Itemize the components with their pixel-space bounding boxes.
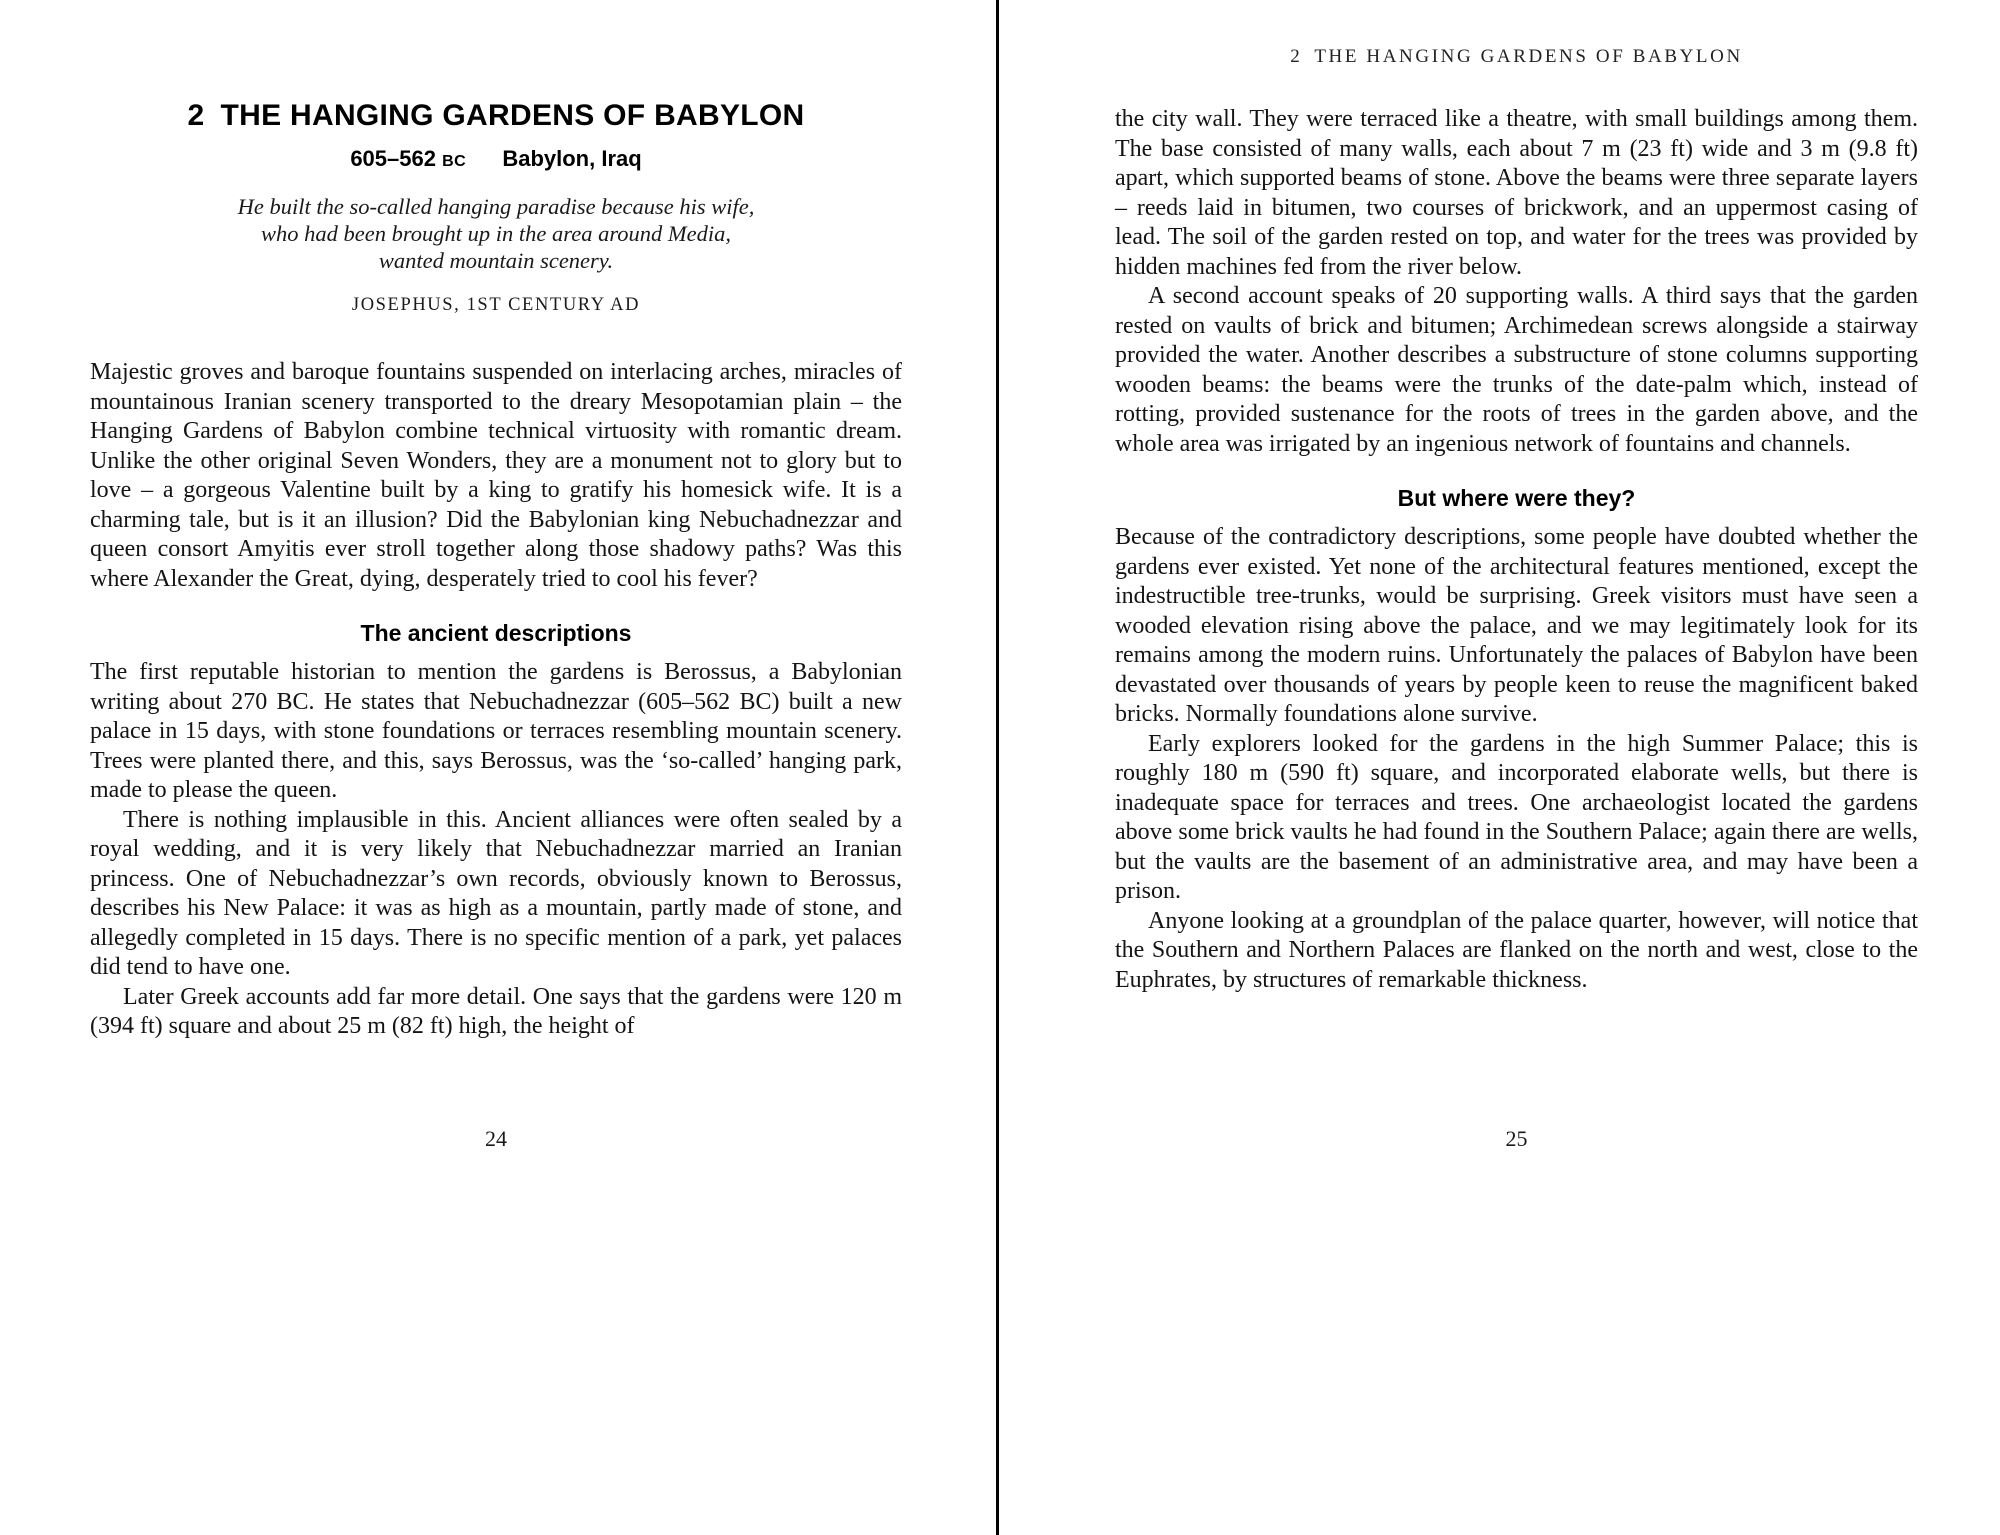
chapter-title	[90, 98, 902, 134]
body-paragraph: There is nothing implausible in this. Ancient alliances were often sealed by a royal wedding, and it is very likely that Nebuchadnezzar married an Iranian princess. One of Nebuchadnezzar’s own records, obviously known to Berossus, describes his New Palace: it was as high as a mountain, partly made of stone, and allegedly completed in 15 days. There is no specific mention of a park, yet palaces did tend to have one.	[90, 806, 902, 980]
body-paragraph: the city wall. They were terraced like a theatre, with small buildings among them. The base consisted of many walls, each about 7 m (23 ft) wide and 3 m (9.8 ft) apart, which supported beams of stone. Above the beams were three separate layers – reeds laid in bitumen, two courses of brickwork, and an uppermost casing of lead. The soil of the garden rested on top, and water for the trees was provided by hidden machines fed from the river below.	[1115, 106, 1918, 280]
page-number-right: 25	[1505, 1126, 1528, 1151]
chapter-number: 2	[187, 99, 205, 132]
epigraph-line: He built the so-called hanging paradise because his wife,	[237, 194, 755, 219]
section-subheading: But where were they?	[1397, 485, 1636, 511]
epigraph-line: who had been brought up in the area around Media,	[261, 221, 731, 246]
chapter-title-text: THE HANGING GARDENS OF BABYLON	[220, 99, 805, 132]
chapter-dates: 605–562	[350, 146, 436, 171]
right-page-body	[1115, 105, 1918, 995]
body-paragraph: The first reputable historian to mention the gardens is Berossus, a Babylonian writing about 270 BC. He states that Nebuchadnezzar (605–562 BC) built a new palace in 15 days, with stone foundations or terraces resembling mountain scenery. Trees were planted there, and this, says Berossus, was the ‘so-called’ hanging park, made to please the queen.	[90, 659, 902, 803]
left-page-body	[90, 358, 902, 1042]
running-header-title: THE HANGING GARDENS OF BABYLON	[1314, 46, 1743, 67]
body-paragraph: Anyone looking at a groundplan of the palace quarter, however, will notice that the Southern and Northern Palaces are flanked on the north and west, close to the Euphrates, by structures of remarkable thickness.	[1115, 907, 1918, 993]
epigraph-line: wanted mountain scenery.	[378, 248, 614, 273]
chapter-head	[90, 0, 902, 316]
left-page	[0, 0, 996, 1535]
page-number-left: 24	[485, 1126, 507, 1151]
body-paragraph: Majestic groves and baroque fountains suspended on interlacing arches, miracles of mountainous Iranian scenery transported to the dreary Mesopotamian plain – the Hanging Gardens of Babylon combine technical virtuosity with romantic dream. Unlike the other original Seven Wonders, they are a monument not to glory but to love – a gorgeous Valentine built by a king to gratify his homesick wife. It is a charming tale, but is it an illusion? Did the Babylonian king Nebuchadnezzar and queen consort Amyitis ever stroll together along those shadowy paths? Was this where Alexander the Great, dying, desperately tried to cool his fever?	[90, 359, 902, 592]
epigraph-attribution: JOSEPHUS, 1ST CENTURY AD	[351, 295, 641, 315]
chapter-meta	[90, 146, 902, 175]
body-paragraph: Because of the contradictory descriptions, some people have doubted whether the gardens ever existed. Yet none of the architectural features mentioned, except the indestructible tree-trunks, would be surprising. Greek visitors must have seen a wooded elevation rising above the palace, and we may legitimately look for its remains among the modern ruins. Unfortunately the palaces of Babylon have been devastated over thousands of years by people keen to reuse the magnificent baked bricks. Normally foundations alone survive.	[1115, 524, 1918, 727]
running-header	[1115, 0, 1918, 68]
chapter-location: Babylon, Iraq	[502, 146, 642, 171]
body-paragraph: Later Greek accounts add far more detail. One says that the gardens were 120 m (394 ft) square and about 25 m (82 ft) high, the height of	[90, 983, 902, 1039]
body-paragraph: A second account speaks of 20 supporting walls. A third says that the garden rested on vaults of brick and bitumen; Archimedean screws alongside a stairway provided the water. Another describes a substructure of stone columns supporting wooden beams: the beams were the trunks of the date-palm which, instead of rotting, provided sustenance for the roots of trees in the garden above, and the whole area was irrigated by an ingenious network of fountains and channels.	[1115, 283, 1918, 457]
body-paragraph: Early explorers looked for the gardens in the high Summer Palace; this is roughly 180 m (590 ft) square, and incorporated elaborate wells, but there is inadequate space for terraces and trees. One archaeologist located the gardens above some brick vaults he had found in the Southern Palace; again there are wells, but the vaults are the basement of an administrative area, and may have been a prison.	[1115, 730, 1918, 904]
right-page	[999, 0, 2000, 1535]
chapter-dates-era: BC	[442, 153, 467, 170]
running-header-number: 2	[1290, 46, 1303, 67]
epigraph	[90, 193, 902, 274]
section-subheading: The ancient descriptions	[360, 620, 632, 646]
